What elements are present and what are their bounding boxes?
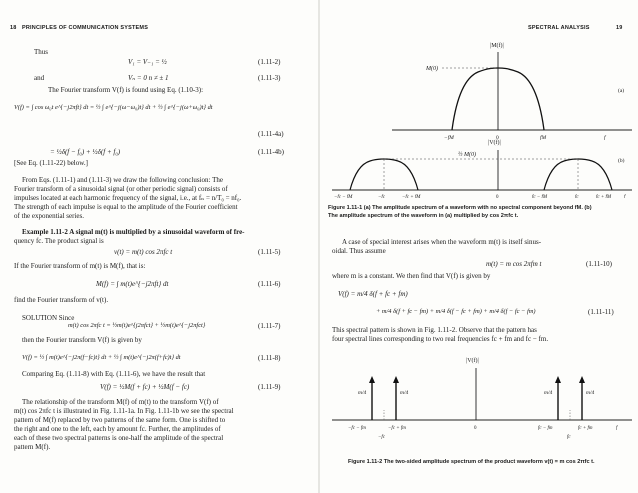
equation-7: m(t) cos 2πfc t = ½m(t)e^{j2πfct} + ½m(t)e^{−j2πfct} [68, 322, 206, 329]
text-line: The Fourier transform V(f) is found using Eq. (1.10-3): [48, 86, 204, 94]
amplitude-label: m/4 [586, 390, 595, 396]
example-heading: Example 1.11-2 A signal m(t) is multiplied by a sinusoidal waveform of fre- [22, 228, 245, 236]
equation-number: (1.11-7) [258, 322, 281, 330]
equation-number: (1.11-5) [258, 248, 281, 256]
tick-label: f [624, 195, 626, 198]
equation-6: M(f) = ∫ m(t)e^{−j2πft} dt [96, 280, 169, 288]
text-line: From Eqs. (1.11-1) and (1.11-3) we draw the following conclusion: The [22, 176, 223, 184]
tick-label: fc + fm [578, 426, 593, 431]
text-line: The relationship of the transform M(f) of m(t) to the transform V(f) of [22, 398, 219, 406]
equation-number: (1.11-10) [586, 260, 612, 268]
equation-1: V₁ = V₋₁ = ½ [128, 58, 167, 66]
equation-3: V(f) = ∫ cos ω₀t e^{−j2πft} dt = ½ ∫ e^{−j(ω−ω₀)t} dt + ½ ∫ e^{−j(ω+ω₀)t} dt [14, 104, 213, 111]
text-line: pattern M(f). [14, 443, 51, 451]
spectral-line-arrow [393, 376, 399, 383]
figure-a-title: |M(f)| [490, 43, 504, 49]
tick-label: −fc [378, 435, 385, 440]
equation-5: v(t) = m(t) cos 2πfc t [114, 248, 173, 256]
text-line: Comparing Eq. (1.11-8) with Eq. (1.11-6), we have the result that [22, 370, 206, 378]
equation-4: = ½δ(f − f₀) + ½δ(f + f₀) [50, 148, 121, 156]
text-thus: Thus [34, 48, 48, 56]
text-line: pattern of M(f) replaced by two patterns of the same form. One is shifted to [14, 416, 226, 424]
figure-caption: Figure 1.11-1 (a) The amplitude spectrum of a waveform with no spectral component beyond fM. (b) [328, 205, 592, 211]
tick-label: fc [567, 435, 571, 440]
figure-1-11-2 [332, 346, 632, 446]
equation-number: (1.11-11) [588, 308, 614, 316]
equation-2: Vₙ = 0 n ≠ ± 1 [128, 74, 169, 82]
amplitude-label: m/4 [358, 390, 367, 396]
figure-2-title: |V(f)| [466, 358, 479, 364]
figure-a-peak-label: M(0) [426, 66, 438, 72]
tick-label: fc + fM [596, 195, 612, 198]
left-running-head: PRINCIPLES OF COMMUNICATION SYSTEMS [22, 25, 149, 31]
text-line: The strength of each impulse is equal to the amplitude of the Fourier coefficient [14, 203, 238, 211]
tick-label: fc − fM [532, 195, 548, 198]
figure-a-tag: (a) [618, 88, 625, 94]
text-line: impulses located at each harmonic frequency of the signal, i.e., at fₙ = n/T₀ = nf₀. [14, 194, 242, 202]
amplitude-label: m/4 [400, 390, 409, 396]
tick-label: f [604, 135, 606, 141]
tick-label: f [616, 426, 618, 431]
gutter [318, 0, 320, 493]
text-line: A case of special interest arises when the waveform m(t) is itself sinus- [342, 238, 542, 246]
tick-label: 0 [496, 135, 499, 141]
left-page-number: 18 [10, 25, 17, 31]
right-page-number: 19 [616, 25, 623, 31]
amplitude-label: m/4 [544, 390, 553, 396]
right-running-head: SPECTRAL ANALYSIS [528, 25, 590, 31]
tick-label: fM [540, 135, 547, 141]
text-line: m(t) cos 2πfc t is illustrated in Fig. 1.11-1a. In Fig. 1.11-1b we see the spectral [14, 407, 234, 415]
spectral-line-arrow [579, 376, 585, 383]
figure-b-tag: (b) [618, 158, 625, 164]
tick-label: −fc − fm [348, 426, 366, 431]
tick-label: −fM [444, 135, 454, 141]
tick-label: 0 [474, 426, 477, 431]
text-line: then the Fourier transform V(f) is given by [22, 336, 142, 344]
tick-label: fc [575, 195, 579, 198]
equation-number: (1.11-2) [258, 58, 281, 66]
tick-label: −fc [378, 195, 385, 198]
equation-number: (1.11-9) [258, 383, 281, 391]
tick-label: 0 [496, 195, 499, 198]
text-line: each of these two spectral patterns is one-half the amplitude of the spectral [14, 434, 224, 442]
spectral-line-arrow [369, 376, 375, 383]
text-line: four spectral lines corresponding to two real frequencies fc + fm and fc − fm. [332, 335, 549, 343]
text-line: where m is a constant. We then find that V(f) is given by [332, 272, 491, 280]
text-line: find the Fourier transform of v(t). [14, 296, 109, 304]
equation-number: (1.11-8) [258, 354, 281, 362]
text-line: [See Eq. (1.11-22) below.] [14, 159, 88, 167]
text-line: Fourier transform of a sinusoidal signal (or other periodic signal) consists of [14, 185, 228, 193]
tick-label: fc − fm [538, 426, 553, 431]
spectral-line-arrow [555, 376, 561, 383]
solution-heading: SOLUTION Since [22, 314, 75, 322]
equation-number: (1.11-4b) [258, 148, 284, 156]
text-line: the right and one to the left, each by amount fc. Further, the amplitudes of [14, 425, 221, 433]
tick-label: −fc − fM [334, 195, 353, 198]
figure-b-title: |V(f)| [488, 140, 501, 146]
figure-caption: The amplitude spectrum of the waveform in (a) multiplied by cos 2πfc t. [328, 213, 519, 219]
equation-number: (1.11-6) [258, 280, 281, 288]
equation-10: m(t) = m cos 2πfm t [486, 260, 542, 268]
figure-1-11-1 [332, 30, 632, 198]
text-line: If the Fourier transform of m(t) is M(f), that is: [14, 262, 146, 270]
equation-9: V(f) = ½M(f + fc) + ½M(f − fc) [100, 383, 190, 391]
text-line: of the exponential series. [14, 212, 84, 220]
equation-number: (1.11-4a) [258, 130, 284, 138]
equation-11a: V(f) = m/4 δ(f + fc + fm) [338, 290, 408, 298]
equation-8: V(f) = ½ ∫ m(t)e^{−j2π(f−fc)t} dt + ½ ∫ m(t)e^{−j2π(f+fc)t} dt [22, 354, 181, 361]
equation-number: (1.11-3) [258, 74, 281, 82]
equation-11b: + m/4 δ(f + fc − fm) + m/4 δ(f − fc + fm) + m/4 δ(f − fc − fm) [376, 308, 536, 315]
text-line: This spectral pattern is shown in Fig. 1.11-2. Observe that the pattern has [332, 326, 537, 334]
figure-caption: Figure 1.11-2 The two-sided amplitude spectrum of the product waveform v(t) = m cos 2πfc t. [348, 459, 595, 465]
text-and: and [34, 74, 45, 82]
text-line: quency fc. The product signal is [14, 237, 104, 245]
text-line: oidal. Thus assume [332, 247, 386, 255]
figure-b-peak-label: ½ M(0) [458, 152, 476, 158]
tick-label: −fc + fm [388, 426, 406, 431]
tick-label: −fc + fM [402, 195, 421, 198]
